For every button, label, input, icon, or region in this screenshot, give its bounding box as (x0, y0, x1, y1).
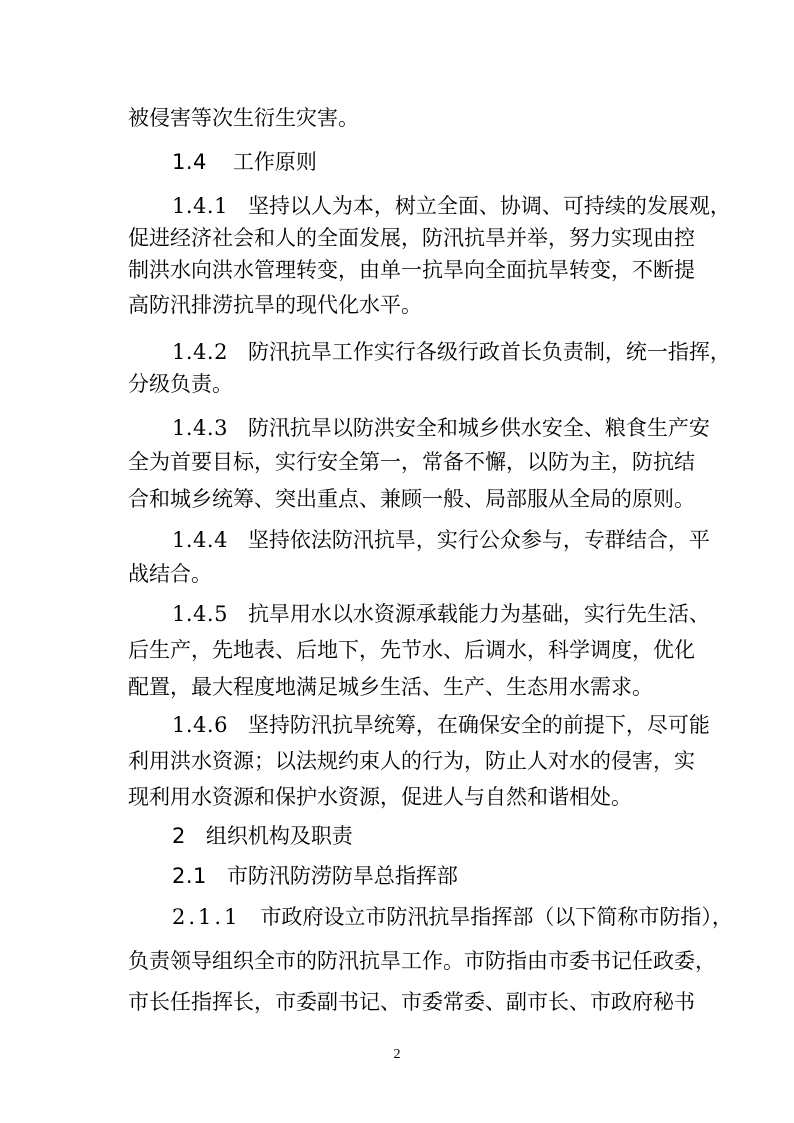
paragraph-line (128, 108, 359, 129)
paragraph-line (128, 677, 653, 698)
line-text: 负责领导组织全市的防汛抗旱工作。市防指由市委书记任政委， (128, 949, 716, 973)
line-text: 现利用水资源和保护水资源，促进人与自然和谐相处。 (128, 785, 632, 809)
line-text: 防汛抗旱以防洪安全和城乡供水安全、粮食生产安 (247, 416, 710, 440)
line-text: 抗旱用水以水资源承载能力为基础，实行先生活、 (247, 602, 710, 626)
line-text: 促进经济社会和人的全面发展，防汛抗旱并举，努力实现由控 (128, 226, 695, 250)
line-text: 被侵害等次生衍生灾害。 (128, 106, 359, 130)
line-text: 制洪水向洪水管理转变，由单一抗旱向全面抗旱转变，不断提 (128, 258, 695, 282)
paragraph-line (128, 260, 695, 281)
clause-1-4-4 (172, 530, 710, 551)
section-number: 2 (172, 824, 186, 848)
clause-1-4-5 (172, 604, 710, 625)
line-text: 市长任指挥长，市委副书记、市委常委、副市长、市政府秘书 (128, 990, 695, 1014)
paragraph-line (128, 992, 695, 1013)
section-title: 工作原则 (232, 150, 317, 174)
paragraph-line (128, 489, 695, 510)
page-number: 2 (393, 1047, 401, 1062)
line-text: 配置，最大程度地满足城乡生活、生产、生态用水需求。 (128, 675, 653, 699)
line-text: 防汛抗旱工作实行各级行政首长负责制，统一指挥， (247, 340, 731, 364)
clause-number: 1.4.4 (172, 528, 228, 552)
line-text: 后生产，先地表、后地下，先节水、后调水，科学调度，优化 (128, 638, 695, 662)
section-number: 1.4 (172, 150, 207, 174)
clause-number: 1.4.1 (172, 194, 228, 218)
clause-number: 1.4.6 (172, 713, 228, 737)
paragraph-line (128, 564, 212, 585)
paragraph-line (128, 295, 422, 316)
clause-number: 1.4.2 (172, 340, 228, 364)
line-text: 坚持依法防汛抗旱，实行公众参与，专群结合，平 (247, 528, 710, 552)
paragraph-line (128, 228, 695, 249)
clause-number: 2.1.1 (172, 905, 241, 929)
section-heading-2 (172, 826, 353, 847)
paragraph-line (128, 374, 233, 395)
clause-2-1-1 (172, 907, 733, 928)
line-text: 全为首要目标，实行安全第一，常备不懈，以防为主，防抗结 (128, 450, 695, 474)
section-heading-1-4 (172, 152, 317, 173)
clause-1-4-2 (172, 342, 731, 363)
line-text: 坚持以人为本，树立全面、协调、可持续的发展观， (247, 194, 731, 218)
paragraph-line (128, 787, 632, 808)
clause-1-4-1 (172, 196, 731, 217)
line-text: 合和城乡统筹、突出重点、兼顾一般、局部服从全局的原则。 (128, 487, 695, 511)
paragraph-line (128, 951, 716, 972)
section-title: 市防汛防涝防旱总指挥部 (226, 864, 458, 888)
clause-1-4-6 (172, 715, 710, 736)
line-text: 坚持防汛抗旱统筹，在确保安全的前提下，尽可能 (247, 713, 710, 737)
clause-1-4-3 (172, 418, 710, 439)
section-heading-2-1 (172, 866, 458, 887)
line-text: 战结合。 (128, 562, 212, 586)
paragraph-line (128, 751, 695, 772)
section-title: 组织机构及职责 (205, 824, 353, 848)
clause-number: 1.4.5 (172, 602, 228, 626)
line-text: 高防汛排涝抗旱的现代化水平。 (128, 293, 422, 317)
section-number: 2.1 (172, 864, 207, 888)
line-text: 利用洪水资源；以法规约束人的行为，防止人对水的侵害，实 (128, 749, 695, 773)
line-text: 分级负责。 (128, 372, 233, 396)
paragraph-line (128, 640, 695, 661)
line-text: 市政府设立市防汛抗旱指挥部（以下简称市防指）， (260, 905, 733, 929)
paragraph-line (128, 452, 695, 473)
clause-number: 1.4.3 (172, 416, 228, 440)
